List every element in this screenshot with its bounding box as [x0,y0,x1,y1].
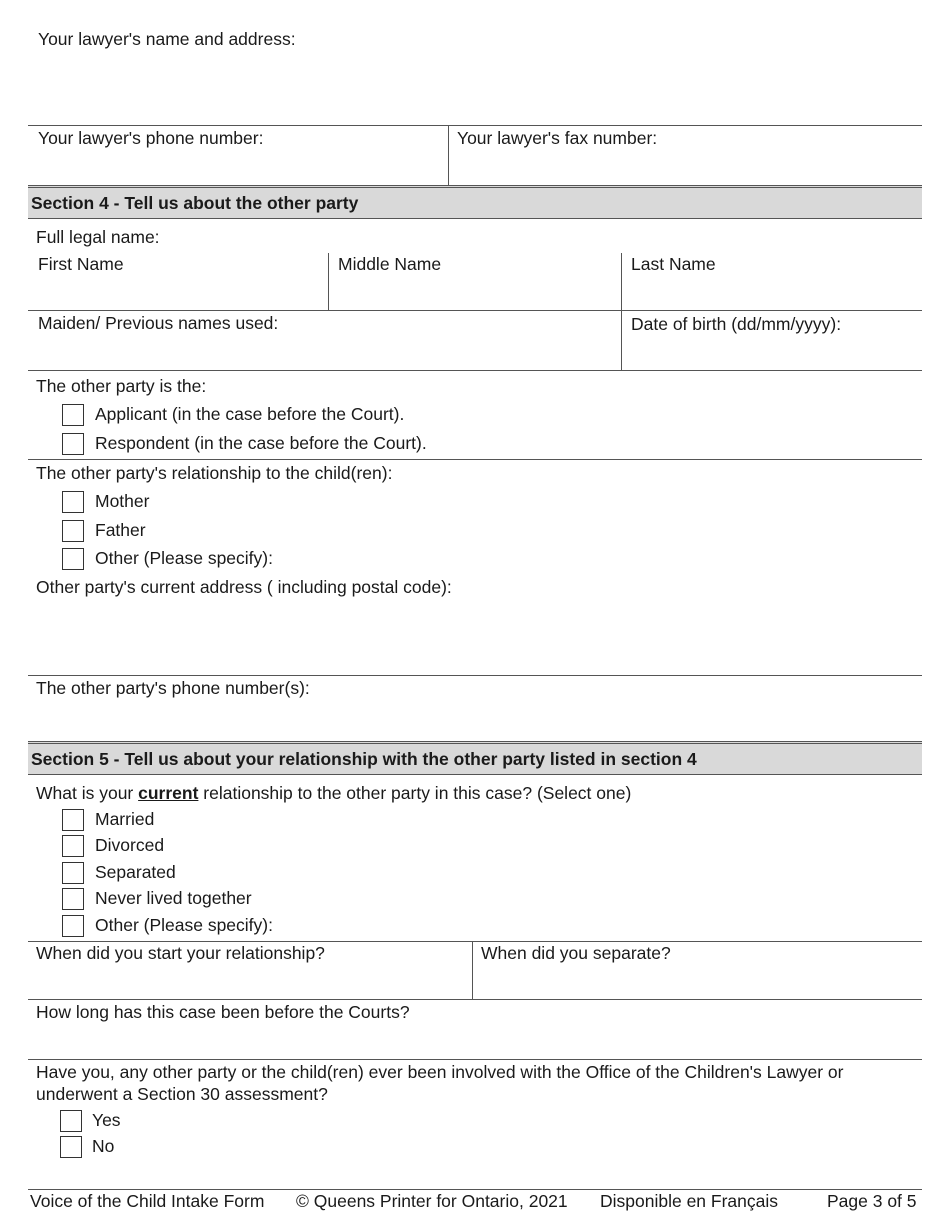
footer-french-available: Disponible en Français [600,1191,779,1211]
relationship-start-label: When did you start your relationship? [36,943,325,963]
full-legal-name-label: Full legal name: [36,227,160,247]
last-name-label: Last Name [631,254,716,274]
respondent-option-label: Respondent (in the case before the Court). [95,433,427,453]
separation-date-label: When did you separate? [481,943,671,963]
no-checkbox[interactable] [60,1136,82,1158]
divider [28,310,922,311]
footer-copyright: © Queens Printer for Ontario, 2021 [296,1191,568,1211]
lawyer-phone-label: Your lawyer's phone number: [38,128,264,148]
divider [472,941,473,1000]
section-4-header [28,185,922,219]
relationship-question: The other party's relationship to the child(ren): [36,463,393,483]
divorced-checkbox[interactable] [62,835,84,857]
divider [28,370,922,371]
separated-option-label: Separated [95,862,176,882]
date-of-birth-label: Date of birth (dd/mm/yyyy): [631,314,842,334]
divider [28,1059,922,1060]
never-lived-together-checkbox[interactable] [62,888,84,910]
address-label: Other party's current address ( including postal code): [36,577,452,597]
lawyer-fax-label: Your lawyer's fax number: [457,128,658,148]
lawyer-name-address-label: Your lawyer's name and address: [38,29,296,49]
other-party-phone-label: The other party's phone number(s): [36,678,310,698]
respondent-checkbox[interactable] [62,433,84,455]
father-option-label: Father [95,520,146,540]
other-relationship-checkbox[interactable] [62,548,84,570]
ocl-question-line2: underwent a Section 30 assessment? [36,1084,328,1104]
yes-checkbox[interactable] [60,1110,82,1132]
party-role-question: The other party is the: [36,376,207,396]
ocl-question-line1: Have you, any other party or the child(ren) ever been involved with the Office of the Children's Lawyer or [36,1062,844,1082]
mother-checkbox[interactable] [62,491,84,513]
section-5-header [28,741,922,775]
other-status-option-label: Other (Please specify): [95,915,273,935]
married-checkbox[interactable] [62,809,84,831]
mother-option-label: Mother [95,491,150,511]
section-4-title: Section 4 - Tell us about the other party [31,192,359,213]
never-lived-together-option-label: Never lived together [95,888,252,908]
separated-checkbox[interactable] [62,862,84,884]
divider [28,675,922,676]
question-prefix: What is your [36,783,139,803]
divider [28,999,922,1000]
other-status-checkbox[interactable] [62,915,84,937]
case-duration-label: How long has this case been before the Courts? [36,1002,410,1022]
footer-divider [28,1189,922,1190]
divorced-option-label: Divorced [95,835,165,855]
applicant-checkbox[interactable] [62,404,84,426]
father-checkbox[interactable] [62,520,84,542]
applicant-option-label: Applicant (in the case before the Court). [95,404,405,424]
divider [448,125,449,186]
middle-name-label: Middle Name [338,254,442,274]
divider [28,125,922,126]
divider [28,941,922,942]
maiden-names-label: Maiden/ Previous names used: [38,313,279,333]
yes-option-label: Yes [92,1110,121,1130]
other-relationship-option-label: Other (Please specify): [95,548,273,568]
question-suffix: relationship to the other party in this case? (Select one) [198,783,632,803]
no-option-label: No [92,1136,115,1156]
divider [28,459,922,460]
divider [621,253,622,371]
section-5-title: Section 5 - Tell us about your relationship with the other party listed in section 4 [31,748,697,769]
married-option-label: Married [95,809,155,829]
current-relationship-question [36,785,631,803]
footer-page-number: Page 3 of 5 [827,1191,917,1211]
first-name-label: First Name [38,254,124,274]
question-emphasis: current [138,783,199,803]
footer-form-name: Voice of the Child Intake Form [30,1191,265,1211]
divider [328,253,329,310]
